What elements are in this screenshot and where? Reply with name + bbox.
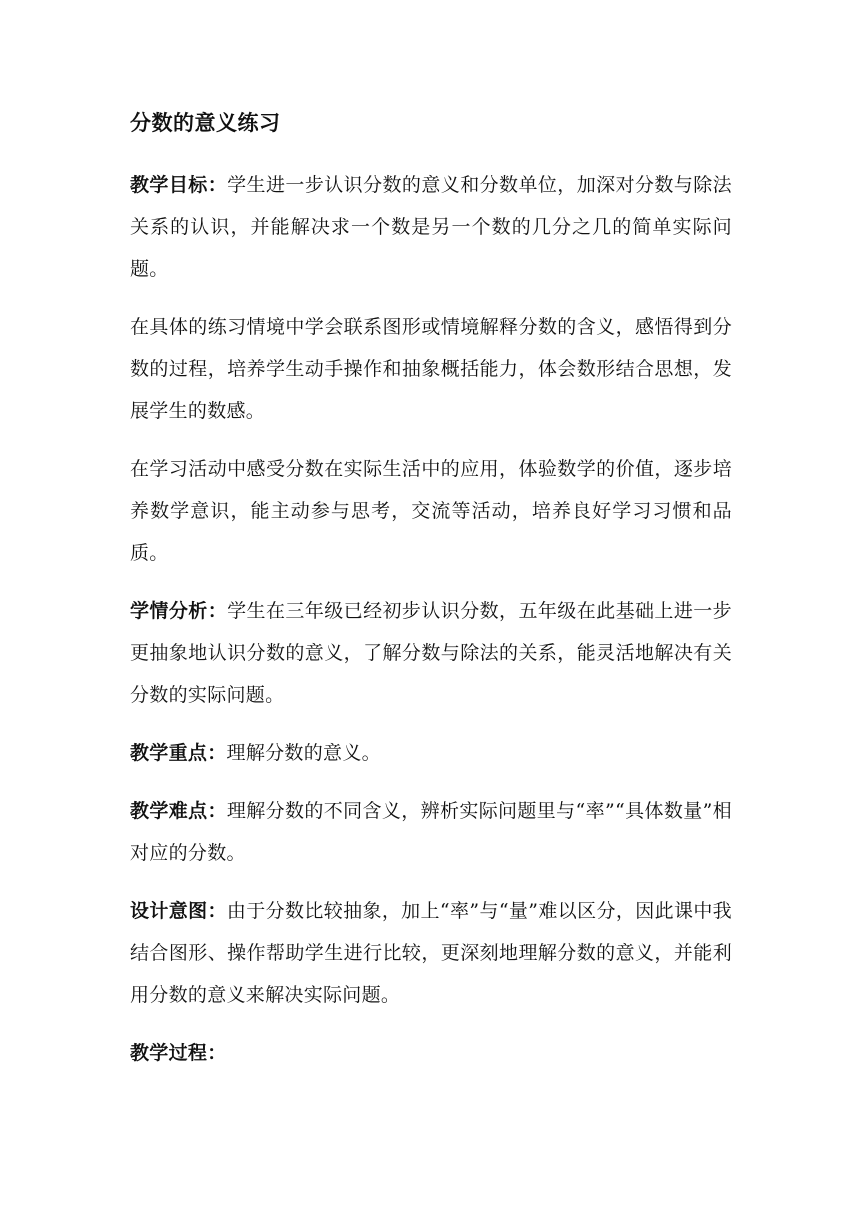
section-difficult-point	[130, 790, 732, 874]
document-title: 分数的意义练习	[130, 111, 281, 135]
section-text: 学生进一步认识分数的意义和分数单位，加深对分数与除法关系的认识，并能解决求一个数是另一个数的几分之几的简单实际问题。	[130, 174, 732, 280]
section-label: 教学目标：	[130, 174, 228, 196]
section-label: 教学过程：	[130, 1042, 227, 1064]
section-design-intent	[130, 890, 732, 1016]
section-text: 理解分数的意义。	[226, 742, 381, 764]
section-label: 教学重点：	[130, 742, 227, 764]
section-goals-paragraph-2	[130, 306, 732, 432]
section-text: 由于分数比较抽象，加上“率”与“量”难以区分，因此课中我结合图形、操作帮助学生进行比较，更深刻地理解分数的意义，并能利用分数的意义来解决实际问题。	[130, 900, 732, 1006]
section-text: 理解分数的不同含义，辨析实际问题里与“率”“具体数量”相对应的分数。	[130, 800, 732, 864]
section-teaching-process	[130, 1032, 732, 1074]
section-text: 学生在三年级已经初步认识分数，五年级在此基础上进一步更抽象地认识分数的意义，了解分数与除法的关系，能灵活地解决有关分数的实际问题。	[130, 600, 732, 706]
section-key-point	[130, 732, 732, 774]
section-text: 在学习活动中感受分数在实际生活中的应用，体验数学的价值，逐步培养数学意识，能主动参与思考，交流等活动，培养良好学习习惯和品质。	[130, 458, 732, 564]
section-label: 学情分析：	[130, 600, 228, 622]
section-teaching-goals	[130, 164, 732, 290]
section-goals-paragraph-3	[130, 448, 732, 574]
section-student-analysis	[130, 590, 732, 716]
section-label: 设计意图：	[130, 900, 227, 922]
section-text: 在具体的练习情境中学会联系图形或情境解释分数的含义，感悟得到分数的过程，培养学生动手操作和抽象概括能力，体会数形结合思想，发展学生的数感。	[130, 316, 732, 422]
section-label: 教学难点：	[130, 800, 227, 822]
